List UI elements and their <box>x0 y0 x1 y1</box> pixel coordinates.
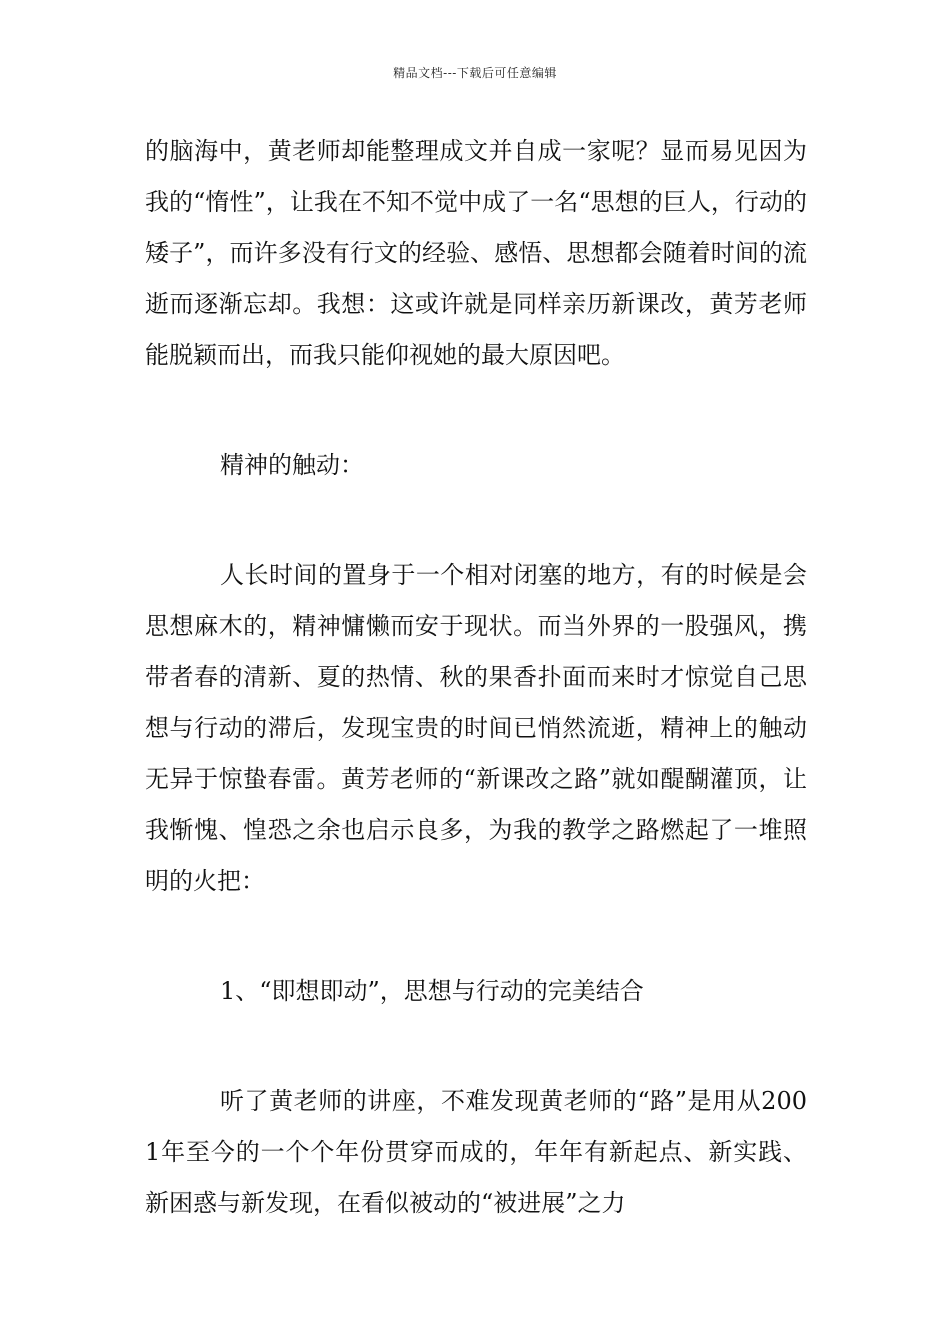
paragraph-spiritual-impact: 人长时间的置身于一个相对闭塞的地方，有的时候是会思想麻木的，精神慵懒而安于现状。而当外界的一股强风，携带者春的清新、夏的热情、秋的果香扑面而来时才惊觉自己思想与行动的滞后，发现宝贵的时间已悄然流逝，精神上的触动无异于惊蛰春雷。黄芳老师的“新课改之路”就如醍醐灌顶，让我惭愧、惶恐之余也启示良多，为我的教学之路燃起了一堆照明的火把： <box>145 561 807 895</box>
paragraph-continuation: 的脑海中，黄老师却能整理成文并自成一家呢？显而易见因为我的“惰性”，让我在不知不觉中成了一名“思想的巨人，行动的矮子”，而许多没有行文的经验、感悟、思想都会随着时间的流逝而逐渐忘却。我想：这或许就是同样亲历新课改，黄芳老师能脱颖而出，而我只能仰视她的最大原因吧。 <box>145 137 807 369</box>
subheading-point-1: 1、“即想即动”，思想与行动的完美结合 <box>220 977 644 1005</box>
section-heading-spiritual-impact: 精神的触动： <box>220 451 364 479</box>
document-body <box>145 126 807 1229</box>
paragraph-lecture: 听了黄老师的讲座，不难发现黄老师的“路”是用从2001年至今的一个个年份贯穿而成的，年年有新起点、新实践、新困惑与新发现，在看似被动的“被进展”之力 <box>145 1087 807 1217</box>
page-header: 精品文档---下载后可任意编辑 <box>393 66 557 80</box>
